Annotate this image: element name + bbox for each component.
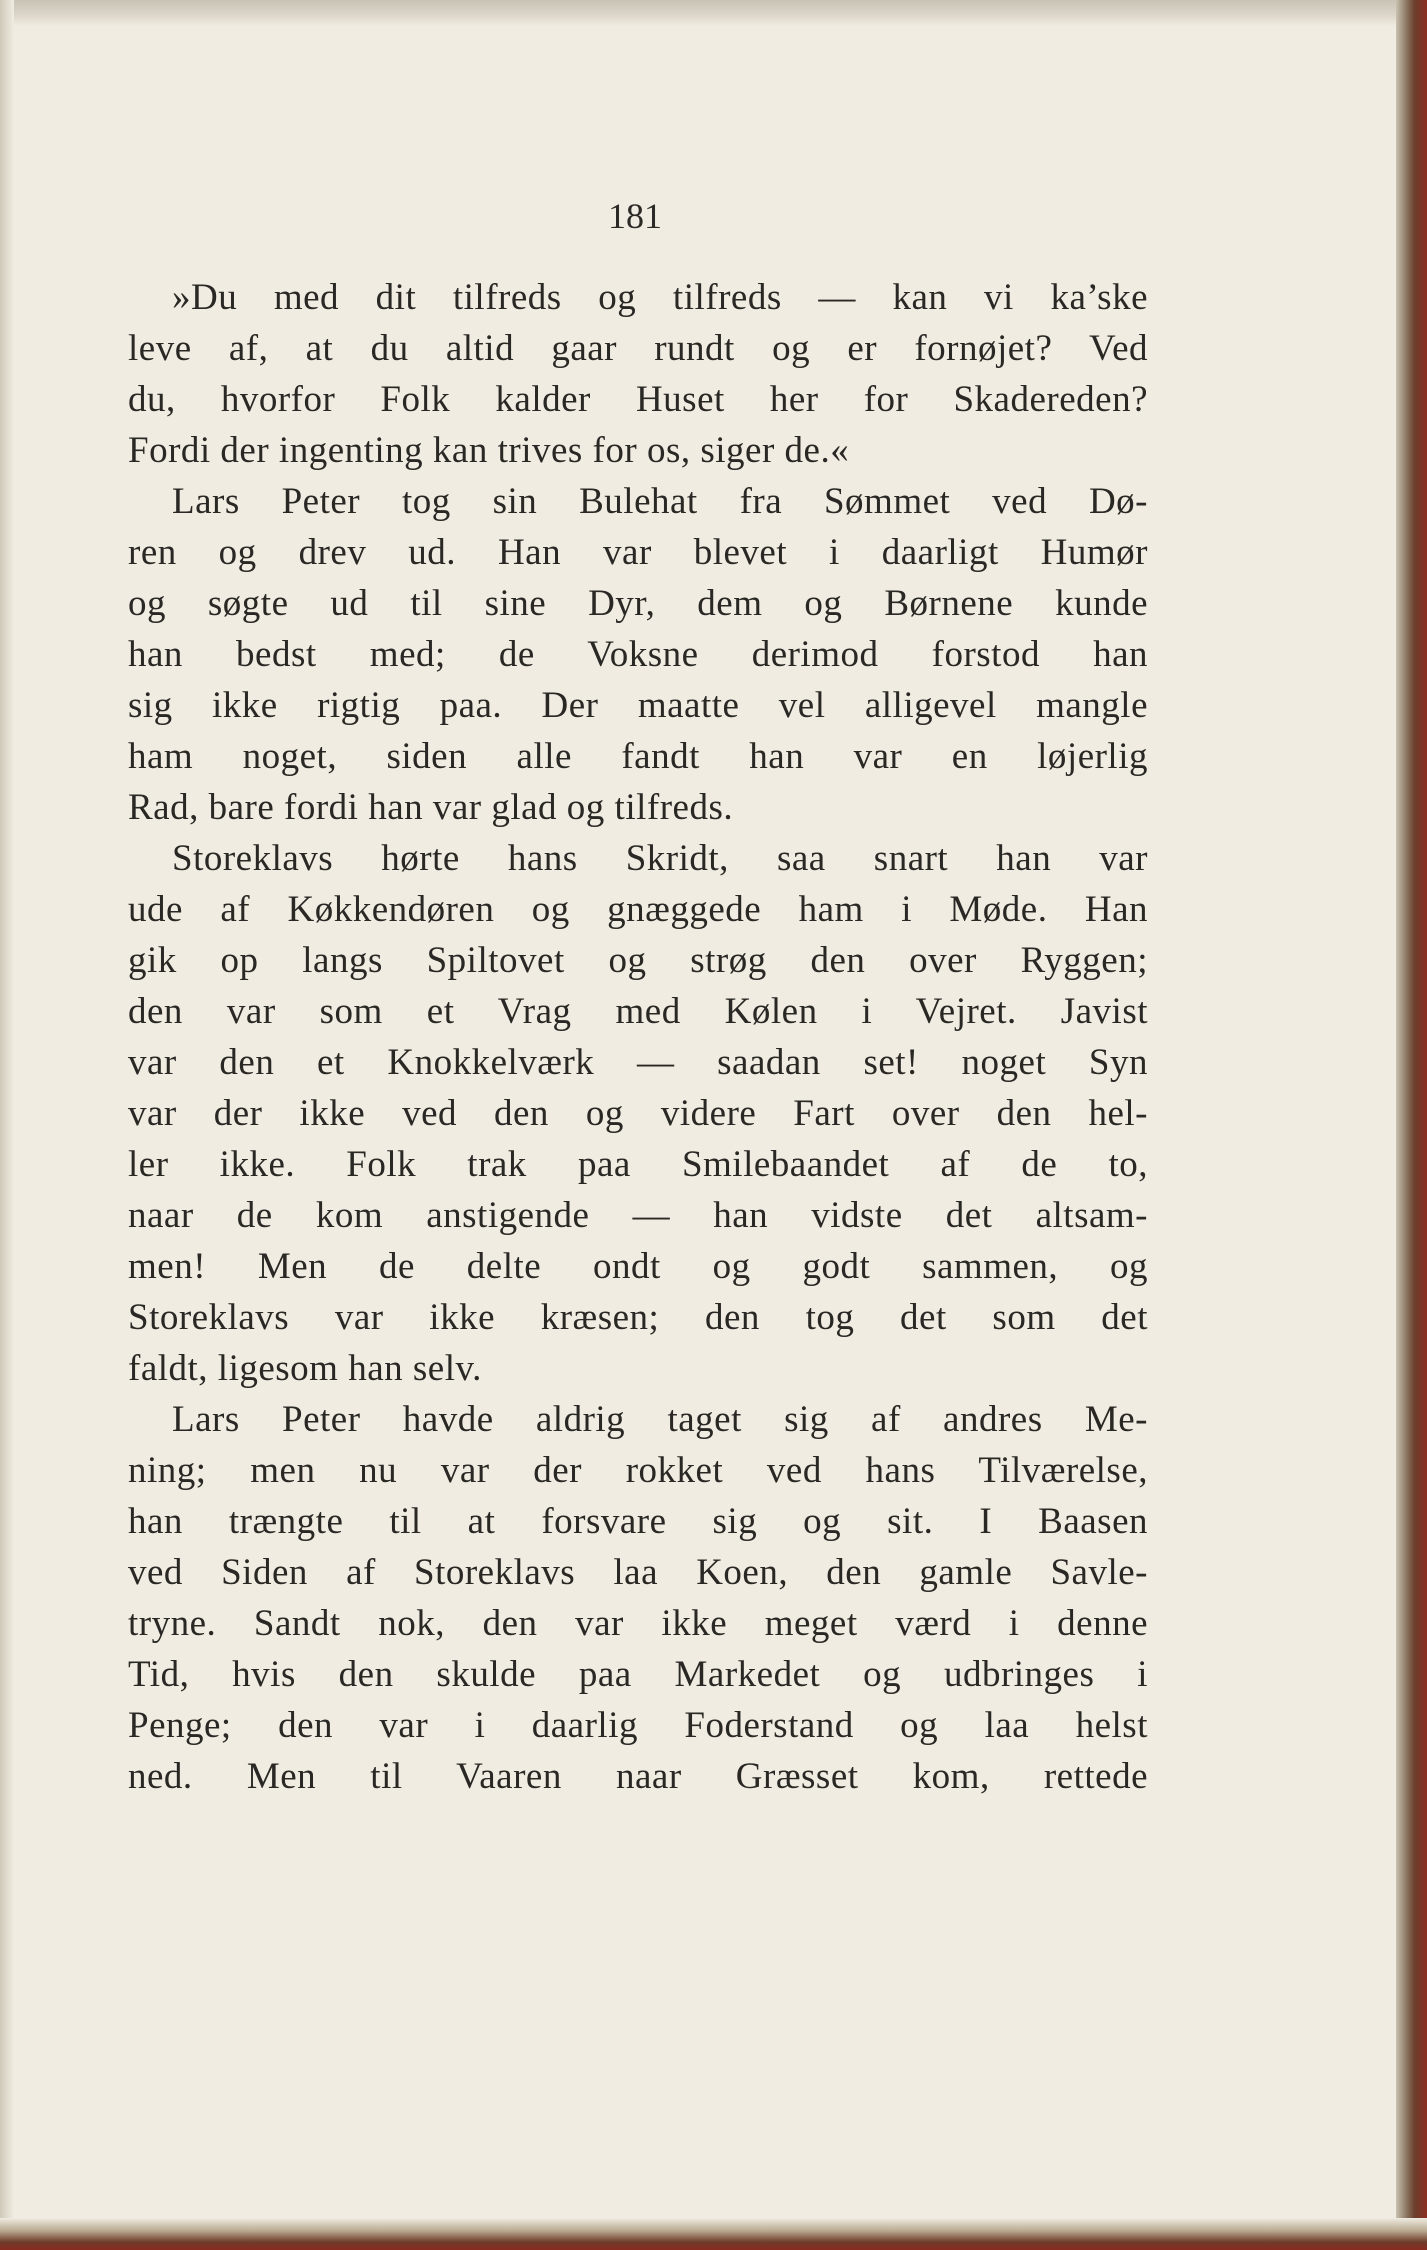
text-line: den var som et Vrag med Kølen i Vejret. Javist — [128, 991, 1148, 1032]
text-line: var der ikke ved den og videre Fart over den hel- — [128, 1093, 1148, 1134]
text-line: sig ikke rigtig paa. Der maatte vel alligevel mangle — [128, 685, 1148, 726]
text-line: han trængte til at forsvare sig og sit. I Baasen — [128, 1501, 1148, 1542]
text-line: leve af, at du altid gaar rundt og er fornøjet? Ved — [128, 328, 1148, 369]
page-top-edge — [0, 0, 1427, 26]
text-line: »Du med dit tilfreds og tilfreds — kan vi ka’ske — [172, 277, 1148, 318]
text-line: faldt, ligesom han selv. — [128, 1348, 482, 1389]
text-line: Rad, bare fordi han var glad og tilfreds. — [128, 787, 734, 828]
text-line: Penge; den var i daarlig Foderstand og laa helst — [128, 1705, 1148, 1746]
text-line: naar de kom anstigende — han vidste det altsam- — [128, 1195, 1148, 1236]
page-number: 181 — [608, 196, 662, 236]
text-line: Lars Peter tog sin Bulehat fra Sømmet ved Dø- — [172, 481, 1148, 522]
text-line: ren og drev ud. Han var blevet i daarligt Humør — [128, 532, 1148, 573]
text-line: du, hvorfor Folk kalder Huset her for Skadereden? — [128, 379, 1148, 420]
text-line: var den et Knokkelværk — saadan set! noget Syn — [128, 1042, 1148, 1083]
text-line: Storeklavs var ikke kræsen; den tog det som det — [128, 1297, 1148, 1338]
text-line: Storeklavs hørte hans Skridt, saa snart han var — [172, 838, 1148, 879]
book-spine-edge — [1396, 0, 1427, 2250]
text-line: Lars Peter havde aldrig taget sig af andres Me- — [172, 1399, 1148, 1440]
text-line: ler ikke. Folk trak paa Smilebaandet af de to, — [128, 1144, 1148, 1185]
text-line: Fordi der ingenting kan trives for os, siger de.« — [128, 430, 850, 471]
text-line: og søgte ud til sine Dyr, dem og Børnene kunde — [128, 583, 1148, 624]
page-left-edge — [0, 0, 14, 2250]
text-line: ved Siden af Storeklavs laa Koen, den gamle Savle- — [128, 1552, 1148, 1593]
text-line: Tid, hvis den skulde paa Markedet og udbringes i — [128, 1654, 1148, 1695]
body-text — [128, 272, 1148, 1802]
text-line: ude af Køkkendøren og gnæggede ham i Møde. Han — [128, 889, 1148, 930]
book-bottom-edge — [0, 2218, 1427, 2250]
text-line: ning; men nu var der rokket ved hans Tilværelse, — [128, 1450, 1148, 1491]
text-line: men! Men de delte ondt og godt sammen, og — [128, 1246, 1148, 1287]
text-line: tryne. Sandt nok, den var ikke meget værd i denne — [128, 1603, 1148, 1644]
text-line: han bedst med; de Voksne derimod forstod han — [128, 634, 1148, 675]
text-line: ham noget, siden alle fandt han var en løjerlig — [128, 736, 1148, 777]
text-line: ned. Men til Vaaren naar Græsset kom, rettede — [128, 1756, 1148, 1797]
text-line: gik op langs Spiltovet og strøg den over Ryggen; — [128, 940, 1148, 981]
